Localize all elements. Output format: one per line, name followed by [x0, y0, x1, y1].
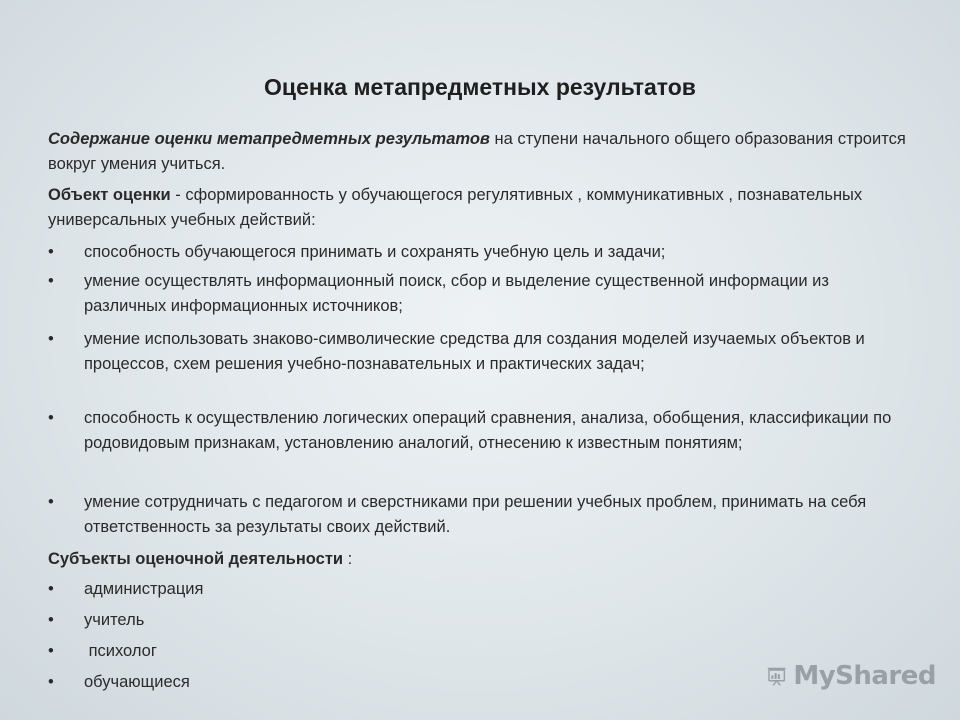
subjects-lead: Субъекты оценочной деятельности [48, 550, 344, 568]
bullet-icon: • [48, 642, 54, 660]
bullet-icon: • [48, 243, 54, 261]
bullet-icon: • [48, 580, 54, 598]
list-item-text: обучающиеся [84, 673, 190, 691]
list-item [48, 490, 908, 540]
bullet-icon: • [48, 330, 54, 348]
list-item-text: способность к осуществлению логических операций сравнения, анализа, обобщения, классификации по родовидовым признакам, установлению аналогий, отнесению к известным понятиям; [84, 409, 892, 452]
object-lead: Объект оценки [48, 186, 171, 204]
slide-title: Оценка метапредметных результатов [264, 74, 696, 100]
list-item [48, 608, 908, 633]
list-item [48, 577, 908, 602]
subjects-paragraph [48, 547, 908, 572]
bullet-icon: • [48, 673, 54, 691]
intro-paragraph [48, 127, 908, 177]
list-item-text: администрация [84, 580, 204, 598]
object-text: - сформированность у обучающегося регулятивных , коммуникативных , познавательных универсальных учебных действий: [48, 186, 863, 229]
presentation-board-icon [766, 658, 787, 694]
bullet-icon: • [48, 611, 54, 629]
list-item-text: психолог [84, 642, 157, 660]
intro-lead: Содержание оценки метапредметных результатов [48, 130, 490, 148]
list-item-text: умение сотрудничать с педагогом и сверстниками при решении учебных проблем, принимать на себя ответственность за результаты своих действий. [84, 493, 867, 536]
bullet-icon: • [48, 409, 54, 427]
myshared-watermark [766, 656, 936, 696]
bullet-icon: • [48, 493, 54, 511]
list-item-text: способность обучающегося принимать и сохранять учебную цель и задачи; [84, 243, 666, 261]
list-item-text: учитель [84, 611, 145, 629]
list-item [48, 406, 908, 456]
subjects-text: : [343, 550, 353, 568]
bullet-icon: • [48, 272, 54, 290]
list-item [48, 240, 908, 265]
list-item-text: умение осуществлять информационный поиск, сбор и выделение существенной информации из различных информационных источников; [84, 272, 829, 315]
object-paragraph [48, 183, 908, 233]
list-item [48, 327, 908, 377]
watermark-text: MyShared [793, 661, 936, 691]
list-item [48, 269, 908, 319]
list-item-text: умение использовать знаково-символические средства для создания моделей изучаемых объектов и процессов, схем решения учебно-познавательных и практических задач; [84, 330, 865, 373]
intro-text: на ступени начального общего образования строится вокруг умения учиться. [48, 130, 906, 173]
